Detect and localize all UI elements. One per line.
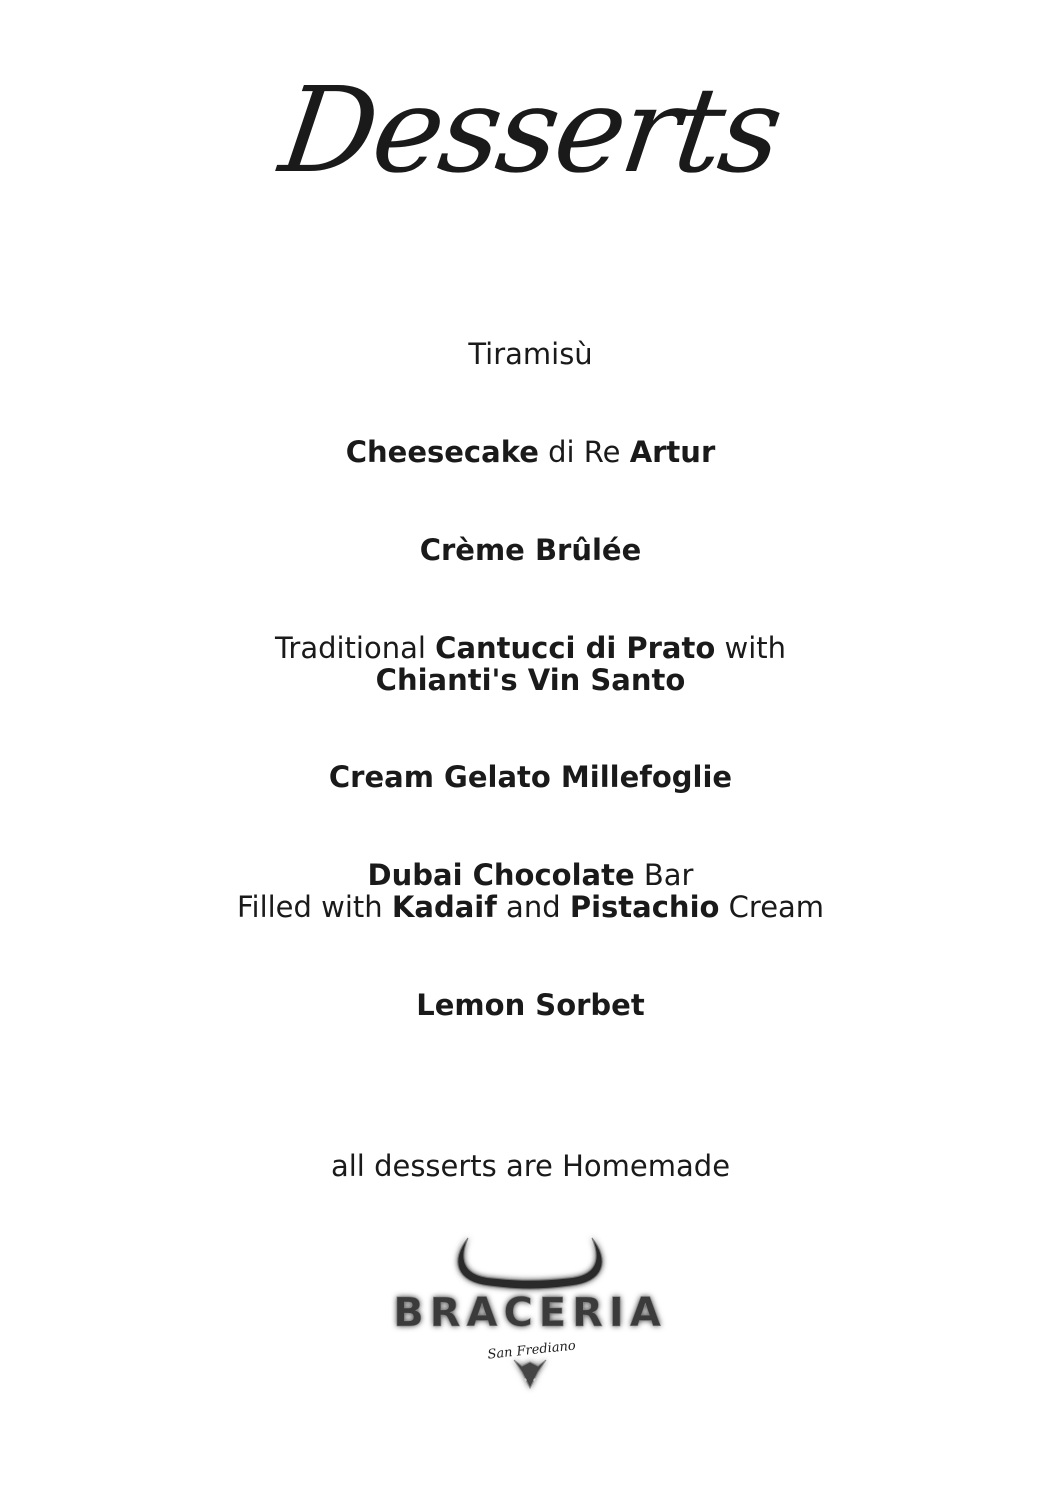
menu-item-text: Cantucci di Prato <box>435 631 716 665</box>
menu-item-text: Traditional <box>274 631 436 665</box>
menu-item-text: Pistachio <box>569 890 720 924</box>
menu-item-text: Kadaif <box>391 890 497 924</box>
menu-item <box>0 436 1061 468</box>
logo-name: BRACERIA <box>393 1290 667 1336</box>
menu-item-text: Bar <box>634 858 694 892</box>
menu-item <box>0 338 1061 370</box>
menu-item <box>0 534 1061 566</box>
menu-item-text: Artur <box>629 435 716 469</box>
menu-item-text: Cream Gelato Millefoglie <box>328 760 733 794</box>
menu-item-text: and <box>496 890 570 924</box>
menu-item <box>0 891 1061 923</box>
menu-item-text: Lemon Sorbet <box>416 988 645 1022</box>
menu-item-text: Cheesecake <box>345 435 539 469</box>
menu-item <box>0 989 1061 1021</box>
menu-item-text: Tiramisù <box>468 337 593 371</box>
menu-item-text: Cream <box>719 890 825 924</box>
menu-item-text: Crème Brûlée <box>419 533 642 567</box>
menu-item <box>0 664 1061 696</box>
menu-item-text: di Re <box>538 435 630 469</box>
menu-item <box>0 859 1061 891</box>
menu-item <box>0 632 1061 664</box>
bull-head-icon <box>514 1360 546 1388</box>
menu-item-text: Filled with <box>236 890 392 924</box>
homemade-note: all desserts are Homemade <box>330 1149 731 1183</box>
menu-item-text: Chianti's Vin Santo <box>375 663 686 697</box>
menu-item-text: Dubai Chocolate <box>367 858 635 892</box>
menu-item <box>0 761 1061 793</box>
braceria-logo <box>380 1220 680 1400</box>
bull-horns-icon <box>458 1238 602 1289</box>
logo-subtitle: San Frediano <box>486 1338 577 1363</box>
menu-item-text: with <box>715 631 787 665</box>
page-title: Desserts <box>272 61 789 199</box>
